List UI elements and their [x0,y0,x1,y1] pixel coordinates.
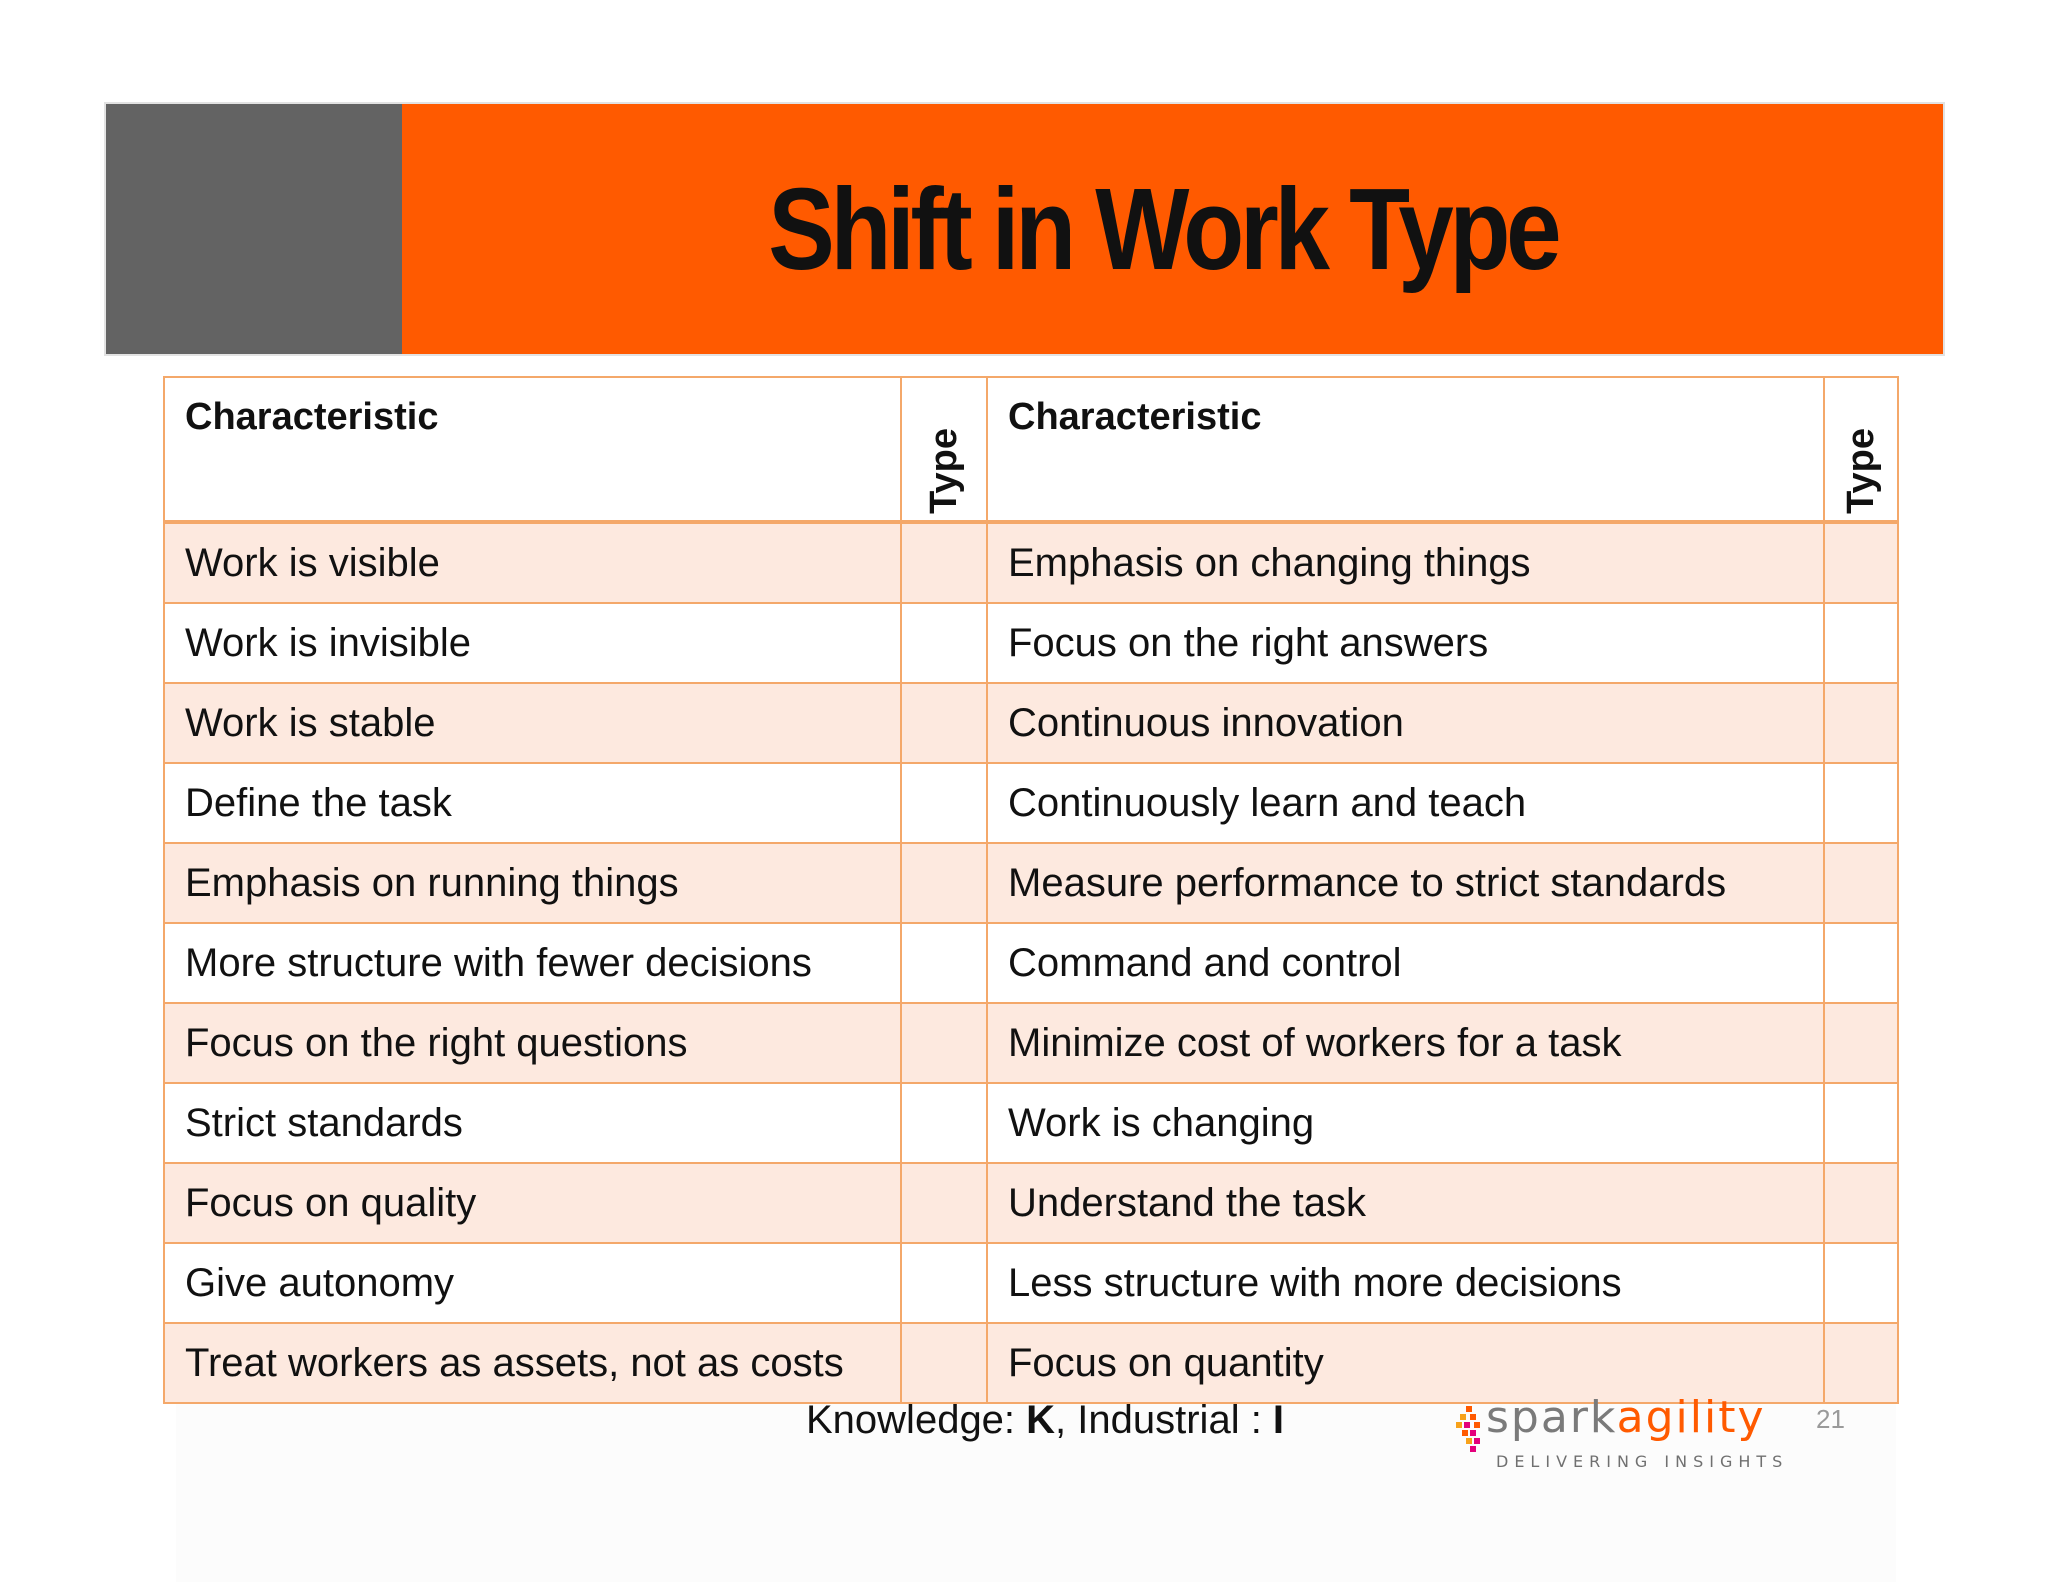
left-characteristic-cell: Treat workers as assets, not as costs [164,1323,901,1403]
header-type-left-label: Type [923,428,965,514]
table-row [164,1083,1898,1163]
left-type-cell[interactable] [901,1163,987,1243]
table-row [164,923,1898,1003]
legend-knowledge-code: K [1026,1398,1056,1442]
right-type-cell[interactable] [1824,843,1898,923]
left-type-cell[interactable] [901,603,987,683]
legend-industrial-code: I [1272,1398,1285,1442]
left-characteristic-cell: Work is visible [164,522,901,603]
type-legend [806,1398,1284,1443]
left-type-cell[interactable] [901,763,987,843]
page-number: 21 [1816,1404,1845,1434]
right-characteristic-cell: Minimize cost of workers for a task [987,1003,1824,1083]
table-row [164,522,1898,603]
right-type-cell[interactable] [1824,923,1898,1003]
table-row [164,843,1898,923]
right-characteristic-cell: Continuously learn and teach [987,763,1824,843]
left-characteristic-cell: Strict standards [164,1083,901,1163]
pixel-spark-icon [1456,1406,1486,1458]
left-type-cell[interactable] [901,1003,987,1083]
right-characteristic-cell: Less structure with more decisions [987,1243,1824,1323]
table-row [164,1243,1898,1323]
logo-tagline: DELIVERING INSIGHTS [1496,1452,1789,1471]
right-characteristic-cell: Emphasis on changing things [987,522,1824,603]
left-characteristic-cell: Work is invisible [164,603,901,683]
right-type-cell[interactable] [1824,763,1898,843]
right-characteristic-cell: Command and control [987,923,1824,1003]
work-type-table [163,376,1899,1404]
sparkagility-logo [1456,1392,1789,1480]
left-characteristic-cell: Focus on quality [164,1163,901,1243]
table-row [164,763,1898,843]
left-type-cell[interactable] [901,1323,987,1403]
right-characteristic-cell: Understand the task [987,1163,1824,1243]
left-characteristic-cell: Work is stable [164,683,901,763]
right-type-cell[interactable] [1824,1003,1898,1083]
logo-word-agility: agility [1616,1392,1766,1443]
right-characteristic-cell: Focus on quantity [987,1323,1824,1403]
right-characteristic-cell: Measure performance to strict standards [987,843,1824,923]
right-type-cell[interactable] [1824,522,1898,603]
logo-word-spark: spark [1486,1392,1617,1443]
right-characteristic-cell: Work is changing [987,1083,1824,1163]
header-type-right-label: Type [1840,428,1882,514]
left-characteristic-cell: Define the task [164,763,901,843]
right-type-cell[interactable] [1824,1243,1898,1323]
left-characteristic-cell: Give autonomy [164,1243,901,1323]
left-type-cell[interactable] [901,522,987,603]
right-type-cell[interactable] [1824,683,1898,763]
left-type-cell[interactable] [901,923,987,1003]
left-characteristic-cell: Emphasis on running things [164,843,901,923]
left-type-cell[interactable] [901,1243,987,1323]
right-characteristic-cell: Continuous innovation [987,683,1824,763]
right-characteristic-cell: Focus on the right answers [987,603,1824,683]
table-row [164,683,1898,763]
title-gray-block [106,104,402,354]
table-row [164,1163,1898,1243]
right-type-cell[interactable] [1824,1323,1898,1403]
table-row [164,1003,1898,1083]
header-characteristic-left: Characteristic [164,377,901,522]
left-type-cell[interactable] [901,1083,987,1163]
header-type-right [1824,377,1898,522]
right-type-cell[interactable] [1824,1083,1898,1163]
table-row [164,1323,1898,1403]
left-characteristic-cell: Focus on the right questions [164,1003,901,1083]
legend-prefix: Knowledge: [806,1398,1027,1442]
right-type-cell[interactable] [1824,603,1898,683]
table-row [164,603,1898,683]
title-orange-block [402,104,1943,354]
left-type-cell[interactable] [901,843,987,923]
slide-title: Shift in Work Type [767,164,1558,294]
table-header-row [164,377,1898,522]
left-characteristic-cell: More structure with fewer decisions [164,923,901,1003]
logo-wordmark [1486,1392,1766,1443]
legend-middle: , Industrial : [1055,1398,1273,1442]
header-type-left [901,377,987,522]
left-type-cell[interactable] [901,683,987,763]
title-banner [104,102,1945,356]
header-characteristic-right: Characteristic [987,377,1824,522]
right-type-cell[interactable] [1824,1163,1898,1243]
